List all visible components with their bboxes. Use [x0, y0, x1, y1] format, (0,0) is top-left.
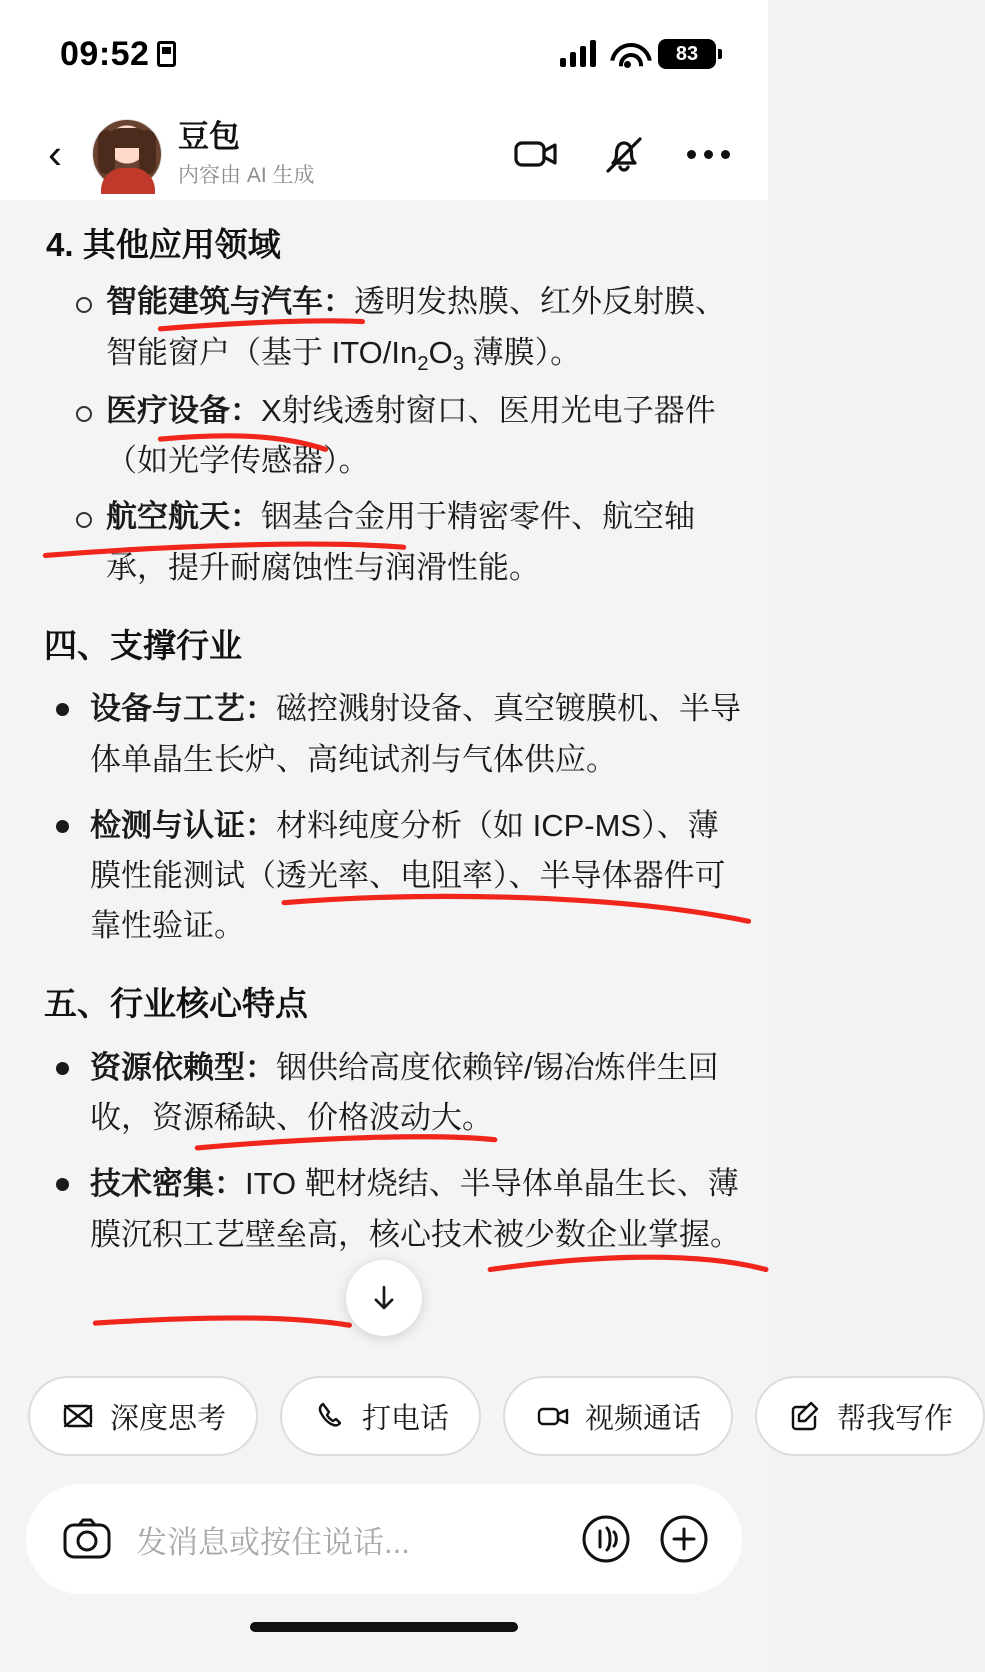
message-scroll-area[interactable]: [0, 200, 768, 1354]
battery-indicator: 83: [658, 39, 716, 69]
screen-record-icon: [157, 41, 176, 67]
video-icon: [535, 1398, 571, 1434]
plus-icon[interactable]: [656, 1511, 712, 1567]
list-item-text: 磁控溅射设备、真空镀膜机、半导体单晶生长炉、高纯试剂与气体供应。: [90, 691, 741, 777]
bell-muted-icon[interactable]: [599, 129, 649, 179]
header-actions: [511, 129, 730, 179]
wifi-icon: [610, 41, 644, 67]
list-item-text: 透明发热膜、红外反射膜、智能窗户（基于 ITO/In: [106, 284, 726, 370]
quick-action-chips[interactable]: [0, 1354, 954, 1474]
chip-label: 帮我写作: [837, 1402, 954, 1435]
home-indicator: [250, 1622, 518, 1632]
camera-icon[interactable]: [60, 1512, 114, 1566]
chip-label: 深度思考: [110, 1402, 227, 1435]
message-input[interactable]: 发消息或按住说话...: [136, 1524, 410, 1560]
list-item-text: ITO 靶材烧结、半导体单晶生长、薄膜沉积工艺壁垒高，核心技术被少数企业掌握。: [90, 1166, 741, 1252]
list-item-term: 技术密集：: [90, 1166, 245, 1202]
list-item-text-3: 薄膜）。: [464, 334, 582, 370]
avatar[interactable]: [92, 119, 162, 189]
chip-video-call[interactable]: [503, 1376, 733, 1456]
list-item-text: 铟供给高度依赖锌/锡冶炼伴生回收，资源稀缺、价格波动大。: [90, 1049, 719, 1136]
status-indicators: [560, 39, 716, 69]
formula-sub-1: 2: [417, 351, 429, 375]
list-item-term: 设备与工艺：: [90, 691, 276, 727]
list-item-text: 材料纯度分析（如 ICP-MS）、薄膜性能测试（透光率、电阻率）、半导体器件可靠性验证。: [90, 807, 726, 944]
video-camera-icon[interactable]: [511, 129, 561, 179]
list-item: [30, 492, 742, 592]
chip-deep-think[interactable]: [28, 1376, 258, 1456]
chip-write-for-me[interactable]: [755, 1376, 985, 1456]
chip-label: 打电话: [362, 1402, 450, 1435]
section-heading-core-features: 五、行业核心特点: [44, 985, 308, 1023]
arrow-down-icon: [366, 1280, 402, 1316]
page-title: 豆包: [178, 119, 240, 155]
header-title-group: [178, 119, 315, 189]
list-item: [30, 386, 742, 486]
scroll-to-bottom-button[interactable]: [346, 1260, 422, 1336]
sub-application-list: [30, 277, 742, 592]
status-clock: 09:52: [60, 34, 150, 73]
back-chevron-icon[interactable]: ‹: [48, 130, 62, 177]
list-item-term: 医疗设备：: [106, 392, 261, 428]
list-item: [30, 277, 742, 380]
more-options-icon[interactable]: [687, 150, 730, 159]
status-time-group: [60, 35, 176, 74]
status-bar: [0, 0, 768, 108]
write-icon: [787, 1398, 823, 1434]
voice-wave-icon[interactable]: [578, 1511, 634, 1567]
message-input-bar: [0, 1474, 768, 1672]
list-item: [30, 684, 742, 784]
cellular-signal-icon: [560, 41, 596, 67]
assistant-message: [30, 218, 742, 1260]
phone-icon: [312, 1398, 348, 1434]
formula-sub-2: 3: [452, 351, 465, 375]
list-item-term: 检测与认证：: [90, 807, 276, 843]
section-heading-4: 4. 其他应用领域: [46, 226, 281, 263]
list-item: [30, 1159, 742, 1259]
ai-disclaimer: 内容由 AI 生成: [178, 163, 315, 187]
section-heading-supporting-industry: 四、支撑行业: [44, 626, 242, 664]
chat-header: [0, 108, 768, 200]
list-item-text: 铟基合金用于精密零件、航空轴承，提升耐腐蚀性与润滑性能。: [106, 499, 695, 585]
core-features-list: [30, 1043, 742, 1260]
list-item-text: X射线透射窗口、医用光电子器件（如光学传感器）。: [106, 392, 716, 479]
list-item-term: 航空航天：: [106, 499, 261, 535]
list-item: [30, 1043, 742, 1143]
list-item-term: 资源依赖型：: [90, 1049, 276, 1085]
list-item-term: 智能建筑与汽车：: [106, 284, 354, 320]
input-pill[interactable]: [26, 1484, 742, 1594]
list-item-text-2: O: [428, 334, 453, 370]
deep-think-icon: [60, 1398, 96, 1434]
chip-phone-call[interactable]: [280, 1376, 481, 1456]
chip-label: 视频通话: [585, 1402, 702, 1435]
list-item: [30, 801, 742, 952]
supporting-industry-list: [30, 684, 742, 951]
